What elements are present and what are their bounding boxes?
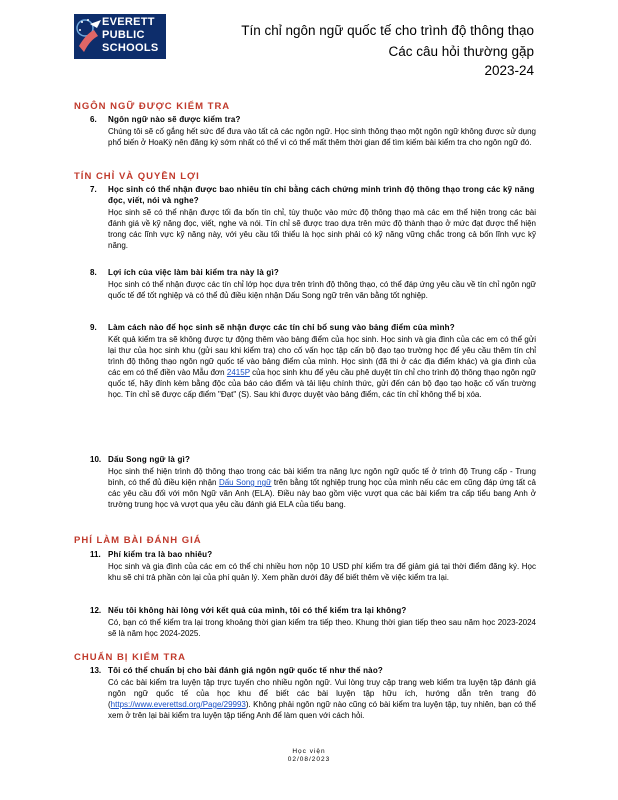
faq-item-13 bbox=[74, 665, 536, 721]
answer-text: Học sinh và gia đình của các em có thể chi nhiều hơn nộp 10 USD phí kiểm tra để giảm giá tại thời điểm đăng ký. Học khu sẽ chi trả phần còn lại của phí quản lý. Xem phần dưới đây để biết thêm về việc kiểm tra lại. bbox=[108, 562, 536, 582]
answer-text bbox=[108, 334, 536, 400]
answer-text: Học sinh có thể nhận được các tín chỉ lớp học dựa trên trình độ thông thạo, có thể đáp ứng yêu cầu về tín chỉ ngôn ngữ quốc tế để tốt nghiệp và có thể đủ điều kiện nhận Dấu Song ngữ trên văn bằng tốt nghiệp. bbox=[108, 280, 536, 300]
answer-text: Học sinh sẽ có thể nhận được tối đa bốn tín chỉ, tùy thuộc vào mức độ thông thạo mà các em thể hiện trong các bài đánh giá về kỹ năng đọc, viết, nghe và nói. Tín chỉ sẽ được trao dựa trên mức độ thành thạo ở mức đạt được thể hiện trong các lĩnh vực kỹ năng này, với yêu cầu tối thiểu là học sinh phải có kỹ năng vững chắc trong cả bốn lĩnh vực kỹ năng. bbox=[108, 208, 536, 250]
school-mascot-logo-icon bbox=[76, 16, 104, 57]
faq-item-6 bbox=[74, 114, 536, 148]
title-year: 2023-24 bbox=[484, 63, 534, 78]
answer-text bbox=[108, 677, 536, 721]
page-footer bbox=[0, 748, 618, 764]
question-text: Nếu tôi không hài lòng với kết quả của mình, tôi có thể kiểm tra lại không? bbox=[108, 606, 407, 615]
question-text: Làm cách nào để học sinh sẽ nhận được các tín chỉ bổ sung vào bảng điểm của mình? bbox=[108, 323, 455, 332]
question-number: 7. bbox=[90, 185, 97, 194]
faq-item-10 bbox=[74, 454, 536, 510]
question-text: Dấu Song ngữ là gì? bbox=[108, 455, 191, 464]
answer-text bbox=[108, 466, 536, 510]
section-heading-fees: PHÍ LÀM BÀI ĐÁNH GIÁ bbox=[74, 535, 202, 546]
title-line-1: Tín chỉ ngôn ngữ quốc tế cho trình độ thông thạo bbox=[241, 23, 534, 38]
faq-item-11 bbox=[74, 549, 536, 583]
question-number: 9. bbox=[90, 323, 97, 332]
question-number: 10. bbox=[90, 455, 102, 464]
question-number: 12. bbox=[90, 606, 102, 615]
faq-item-7 bbox=[74, 184, 536, 251]
faq-item-12 bbox=[74, 605, 536, 639]
practice-test-link[interactable]: https://www.everettsd.org/Page/29993 bbox=[110, 700, 246, 709]
question-text: Tôi có thể chuẩn bị cho bài đánh giá ngôn ngữ quốc tế như thế nào? bbox=[108, 666, 384, 675]
answer-part-1: Có các bài kiểm tra luyện tập trực tuyến cho nhiều ngôn ngữ. Vui lòng truy cập trang web kiểm tra luyện tập đánh giá ngôn ngữ quốc tế của học khu để biết các bài luyện tập hữu ích, hướng dẫn trên trang đó ( bbox=[108, 678, 536, 709]
title-line-2: Các câu hỏi thường gặp bbox=[388, 44, 534, 59]
section-heading-languages: NGÔN NGỮ ĐƯỢC KIỂM TRA bbox=[74, 101, 231, 112]
answer-part-1: Học sinh thể hiện trình độ thông thạo trong các bài kiểm tra năng lực ngôn ngữ quốc tế ở trình độ Trung cấp - Trung bình, có thể đủ điều kiện nhận bbox=[108, 467, 536, 487]
answer-part-2: trên bằng tốt nghiệp trung học của mình nếu các em cũng đáp ứng tất cả các yêu cầu đối với môn Ngữ văn Anh (ELA). Điều này bao gồm việc vượt qua các bài kiểm tra cấp tiểu bang Anh ở trường trung học và vượt qua yêu cầu đánh giá ELA của tiểu bang. bbox=[108, 478, 536, 509]
logo-line-3: SCHOOLS bbox=[102, 42, 159, 54]
question-number: 13. bbox=[90, 666, 102, 675]
answer-part-2: ). Không phải ngôn ngữ nào cũng có bài kiểm tra luyện tập, tuy nhiên, bạn có thể xem ở trên lại bài kiểm tra luyện tập tiếng Anh để làm quen với cách hỏi. bbox=[108, 700, 536, 720]
footer-date: 02/08/2023 bbox=[287, 756, 331, 763]
question-number: 11. bbox=[90, 550, 101, 559]
question-text: Lợi ích của việc làm bài kiểm tra này là gì? bbox=[108, 268, 279, 277]
question-text: Phí kiểm tra là bao nhiêu? bbox=[108, 550, 213, 559]
question-number: 6. bbox=[90, 115, 97, 124]
question-number: 8. bbox=[90, 268, 97, 277]
district-logo bbox=[74, 14, 166, 59]
answer-part-1: Kết quả kiểm tra sẽ không được tự động thêm vào bảng điểm của học sinh. Học sinh và gia đình của các em có thể gửi lại thư của học sinh khu (gửi sau khi kiểm tra) cho cố vấn học tập cấn bộ đạo tạo trường học để yêu cầu thêm tín chỉ trình độ thông thạo ngôn ngữ quốc tế vào bảng điểm của mình. Học sinh (đã thi ở các địa điểm khác) và gia đình của các em có thể điền vào Mẫu đơn bbox=[108, 335, 536, 377]
footer-line-1: Học viện bbox=[292, 748, 326, 755]
question-text: Học sinh có thể nhận được bao nhiêu tín chỉ bằng cách chứng minh trình độ thông thạo trong các kỹ năng đọc, viết, nói và nghe? bbox=[108, 185, 535, 205]
question-text: Ngôn ngữ nào sẽ được kiểm tra? bbox=[108, 115, 241, 124]
answer-text: Có, bạn có thể kiểm tra lại trong khoảng thời gian kiểm tra tiếp theo. Khung thời gian tiếp theo sau năm học 2023-2024 sẽ là năm học 2024-2025. bbox=[108, 618, 536, 638]
faq-item-9 bbox=[74, 322, 536, 400]
form-2415p-link[interactable]: 2415P bbox=[226, 368, 250, 377]
logo-wordmark bbox=[102, 16, 166, 55]
section-heading-test-prep: CHUẨN BỊ KIỂM TRA bbox=[74, 652, 186, 663]
logo-line-1: EVERETT bbox=[102, 16, 155, 28]
answer-text: Chúng tôi sẽ cố gắng hết sức để đưa vào tất cả các ngôn ngữ. Học sinh thông thạo một ngôn ngữ không được sử dụng phổ biến ở HoaKỳ nên đăng ký sớm nhất có thể vì có thể mất thêm thời gian để tìm kiếm bài kiểm tra cho ngôn ngữ đó. bbox=[108, 127, 536, 147]
answer-part-2: của học sinh khu để yêu cầu phê duyệt tín chỉ cho trình độ thông thạo ngôn ngữ quốc tế, hãy đính kèm bằng độc của báo cáo điểm và tải liệu chính thức, gửi đến cán bộ đạo tạo hoặc cố vấn trường học. Tín chỉ sẽ được cấp điểm "Đạt" (S). Sau khi được duyệt vào bảng điểm, các tín chỉ không thể bị xóa. bbox=[108, 368, 536, 399]
seal-of-biliteracy-link[interactable]: Dấu Song ngữ bbox=[218, 478, 272, 487]
logo-line-2: PUBLIC bbox=[102, 29, 145, 41]
page-title bbox=[241, 20, 534, 81]
faq-item-8 bbox=[74, 267, 536, 301]
section-heading-credits: TÍN CHỈ VÀ QUYỀN LỢI bbox=[74, 171, 200, 182]
